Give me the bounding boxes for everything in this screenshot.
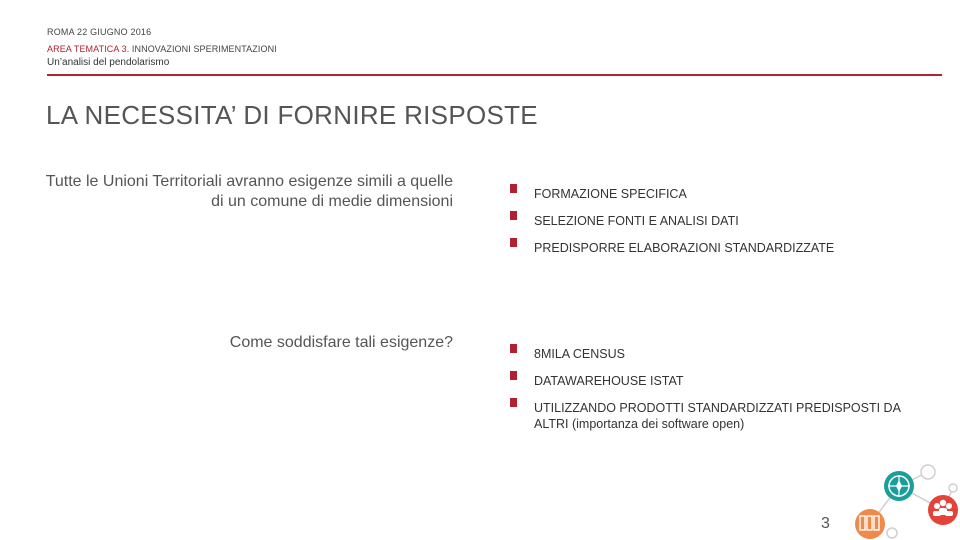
question-text-1: Tutte le Unioni Territoriali avranno esigenze simili a quelle di un comune di medie dimensioni: [45, 173, 453, 210]
header-date: ROMA 22 GIUGNO 2016: [47, 27, 152, 37]
bullet-square-icon: [510, 344, 517, 353]
bullet-list-2: [510, 342, 904, 432]
list-item-label: DATAWAREHOUSE ISTAT: [534, 374, 684, 388]
bullet-square-icon: [510, 371, 517, 380]
people-icon: [928, 495, 958, 525]
bullet-square-icon: [510, 184, 517, 193]
books-icon: [855, 509, 885, 539]
node-circle: [921, 465, 935, 479]
node-circle: [949, 484, 957, 492]
node-circle: [887, 528, 897, 538]
question-text-2: Come soddisfare tali esigenze?: [229, 334, 453, 351]
bullet-list-1: [510, 182, 904, 263]
slide-title: LA NECESSITA’ DI FORNIRE RISPOSTE: [46, 100, 538, 130]
list-item: [510, 209, 904, 236]
header-area-suffix: INNOVAZIONI SPERIMENTAZIONI: [131, 44, 277, 54]
list-item: [510, 182, 904, 209]
list-item-label: 8MILA CENSUS: [534, 347, 626, 361]
page-number: 3: [821, 515, 830, 532]
list-item-label: FORMAZIONE SPECIFICA: [534, 187, 687, 201]
list-item-label: PREDISPORRE ELABORAZIONI STANDARDIZZATE: [534, 241, 835, 255]
list-item: [510, 342, 904, 369]
header-area-prefix: AREA TEMATICA 3.: [47, 44, 132, 54]
list-item-label: SELEZIONE FONTI E ANALISI DATI: [534, 214, 739, 228]
list-item: [510, 369, 904, 396]
bullet-square-icon: [510, 211, 517, 220]
header-divider: [47, 74, 942, 76]
header-area: [47, 44, 277, 54]
bullet-square-icon: [510, 398, 517, 407]
network-decoration: [845, 458, 960, 540]
compass-icon: [884, 471, 914, 501]
list-item-label: UTILIZZANDO PRODOTTI STANDARDIZZATI PREDISPOSTI DA ALTRI (importanza dei software open): [534, 401, 901, 431]
bullet-square-icon: [510, 238, 517, 247]
list-item: [510, 396, 904, 432]
list-item: [510, 236, 904, 263]
header-subtitle: Un’analisi del pendolarismo: [47, 57, 170, 68]
